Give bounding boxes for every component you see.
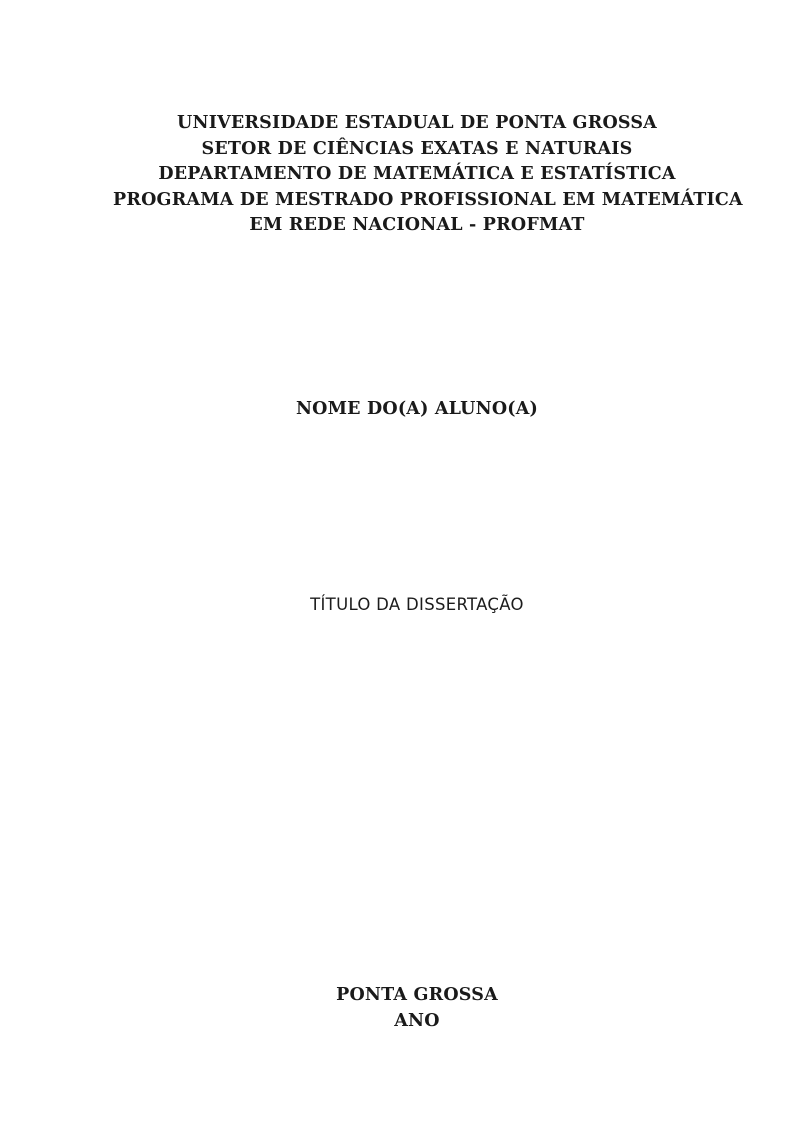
institution-line-program: PROGRAMA DE MESTRADO PROFISSIONAL EM MATEMÁTICA (113, 189, 743, 210)
footer-year: ANO (394, 1010, 440, 1031)
dissertation-title (113, 592, 721, 618)
dissertation-title-text: TÍTULO DA DISSERTAÇÃO (310, 595, 524, 614)
author-name-text: NOME DO(A) ALUNO(A) (295, 399, 539, 419)
author-name (113, 397, 721, 423)
institution-line-university: UNIVERSIDADE ESTADUAL DE PONTA GROSSA (177, 113, 657, 133)
footer (113, 983, 721, 1034)
institution-header (113, 111, 743, 239)
footer-city: PONTA GROSSA (336, 985, 498, 1005)
institution-line-department: DEPARTAMENTO DE MATEMÁTICA E ESTATÍSTICA (158, 164, 676, 185)
institution-line-network: EM REDE NACIONAL - PROFMAT (249, 215, 585, 236)
institution-line-sector: SETOR DE CIÊNCIAS EXATAS E NATURAIS (201, 138, 633, 159)
